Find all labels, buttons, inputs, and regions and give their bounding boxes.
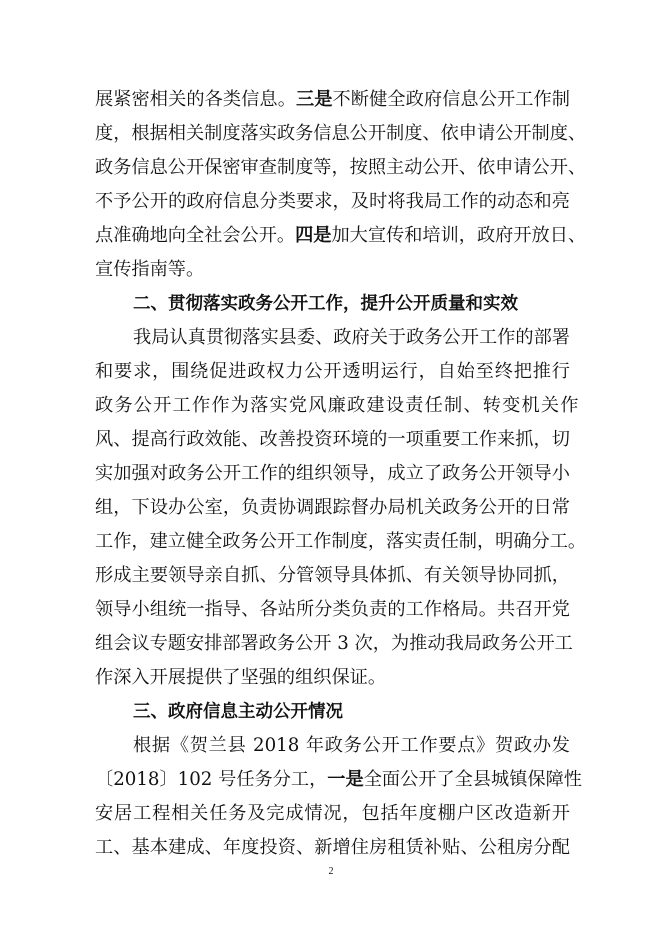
paragraph-line: 我局认真贯彻落实县委、政府关于政务公开工作的部署 (133, 327, 570, 348)
keyword-bold: 一是 (327, 769, 364, 790)
text-run: 〔2018〕102 号任务分工， (95, 769, 328, 790)
paragraph-line: 根据《贺兰县 2018 年政务公开工作要点》贺政办发 (133, 735, 570, 756)
paragraph-line: 安居工程相关任务及完成情况，包括年度棚户区改造新开 (95, 803, 570, 824)
paragraph-line: 工、基本建成、年度投资、新增住房租赁补贴、公租房分配 (95, 837, 570, 858)
paragraph-line: 工作，建立健全政务公开工作制度，落实责任制，明确分工。 (95, 531, 587, 552)
section-heading-3: 三、政府信息主动公开情况 (133, 702, 343, 722)
paragraph-line: 政务公开工作作为落实党风廉政建设责任制、转变机关作 (95, 395, 580, 416)
paragraph-line: 度，根据相关制度落实政务信息公开制度、依申请公开制度、 (95, 123, 587, 144)
paragraph-line: 宣传指南等。 (95, 259, 205, 280)
paragraph-line: 作深入开展提供了坚强的组织保证。 (95, 667, 387, 688)
paragraph-line (95, 219, 587, 253)
paragraph-line: 领导小组统一指导、各站所分类负责的工作格局。共召开党 (95, 599, 570, 620)
paragraph-line: 实加强对政务公开工作的组织领导，成立了政务公开领导小 (95, 463, 570, 484)
text-run: 展紧密相关的各类信息。 (95, 89, 296, 110)
section-heading-2: 二、贯彻落实政务公开工作，提升公开质量和实效 (133, 294, 518, 314)
keyword-bold: 四是 (295, 225, 332, 246)
paragraph-line (95, 763, 582, 797)
paragraph-line: 组会议专题安排部署政务公开 3 次，为推动我局政务公开工 (95, 633, 573, 654)
paragraph-line: 不予公开的政府信息分类要求，及时将我局工作的动态和亮 (95, 191, 570, 212)
text-run: 不断健全政府信息公开工作制 (332, 89, 570, 110)
document-body (95, 83, 587, 865)
keyword-bold: 三是 (295, 89, 333, 110)
text-run: 加大宣传和培训，政府开放日、 (331, 225, 587, 246)
page-number: 2 (328, 866, 334, 877)
text-run: 全面公开了全县城镇保障性 (363, 769, 582, 790)
paragraph-line: 形成主要领导亲自抓、分管领导具体抓、有关领导协同抓， (95, 565, 570, 586)
paragraph-line: 和要求，围绕促进政权力公开透明运行，自始至终把推行 (95, 361, 570, 382)
paragraph-line (95, 83, 570, 117)
paragraph-line: 风、提高行政效能、改善投资环境的一项重要工作来抓，切 (95, 429, 570, 450)
paragraph-line: 政务信息公开保密审查制度等，按照主动公开、依申请公开、 (95, 157, 587, 178)
text-run: 点准确地向全社会公开。 (95, 225, 296, 246)
paragraph-line: 组，下设办公室，负责协调跟踪督办局机关政务公开的日常 (95, 497, 570, 518)
